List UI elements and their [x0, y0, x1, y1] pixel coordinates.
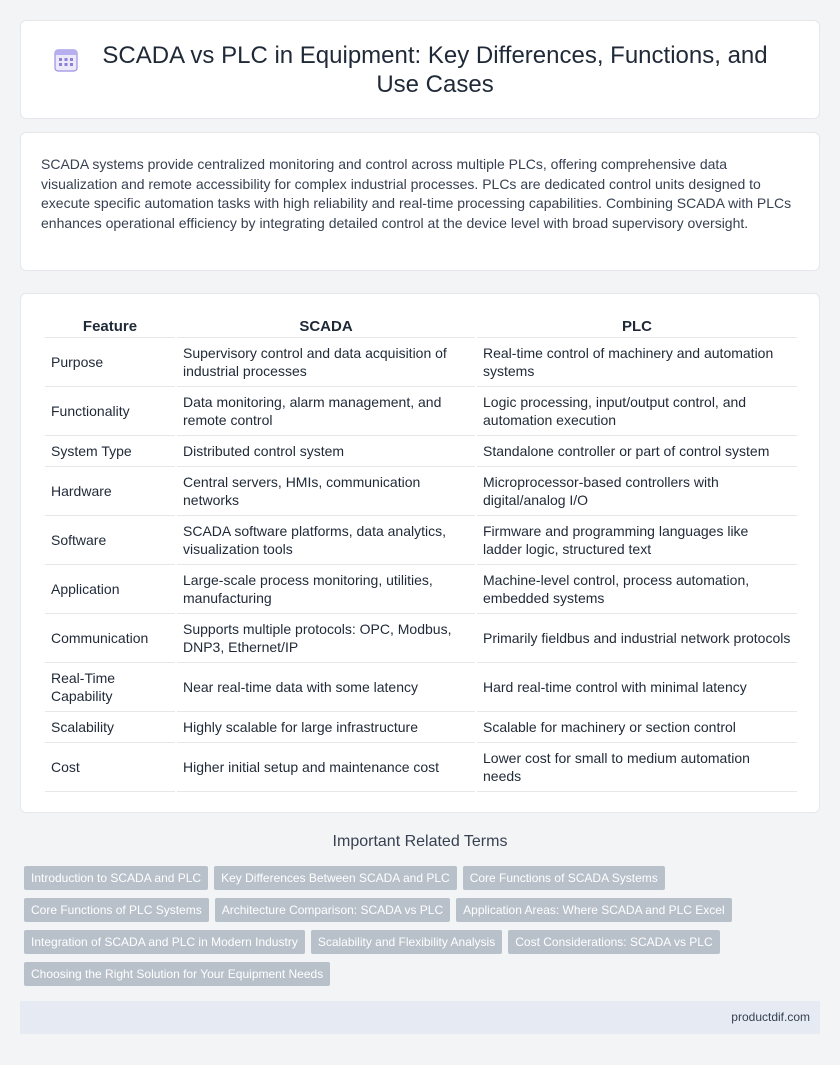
table-row — [45, 338, 797, 387]
intro-text: SCADA systems provide centralized monitoring and control across multiple PLCs, offering comprehensive data visualization and remote accessibility for complex industrial processes. PLCs are dedicated control units designed to execute specific automation tasks with high reliability and real-time processing capabilities. Combining SCADA with PLCs enhances operational efficiency by integrating detailed control at the device level with broad supervisory oversight. — [41, 156, 792, 231]
related-term-tag[interactable]: Application Areas: Where SCADA and PLC Excel — [456, 898, 731, 922]
table-header-row — [45, 314, 797, 338]
related-term-tag[interactable]: Scalability and Flexibility Analysis — [311, 930, 502, 954]
column-header-scada: SCADA — [177, 314, 475, 338]
plc-cell: Lower cost for small to medium automation needs — [477, 743, 797, 792]
related-term-tag[interactable]: Core Functions of SCADA Systems — [463, 866, 665, 890]
feature-cell: Purpose — [45, 338, 175, 387]
feature-cell: Software — [45, 516, 175, 565]
feature-cell: Scalability — [45, 712, 175, 743]
table-row — [45, 614, 797, 663]
related-term-tag[interactable]: Integration of SCADA and PLC in Modern Industry — [24, 930, 305, 954]
intro-card — [20, 132, 820, 271]
scada-cell: SCADA software platforms, data analytics, visualization tools — [177, 516, 475, 565]
related-terms-title: Important Related Terms — [332, 833, 508, 850]
plc-cell: Standalone controller or part of control system — [477, 436, 797, 467]
plc-cell: Hard real-time control with minimal latency — [477, 663, 797, 712]
related-term-tag[interactable]: Introduction to SCADA and PLC — [24, 866, 208, 890]
plc-cell: Scalable for machinery or section control — [477, 712, 797, 743]
comparison-table — [43, 314, 799, 792]
comparison-table-card — [20, 293, 820, 813]
table-row — [45, 743, 797, 792]
page-title: SCADA vs PLC in Equipment: Key Differences, Functions, and Use Cases — [102, 41, 768, 98]
feature-cell: Hardware — [45, 467, 175, 516]
plc-cell: Real-time control of machinery and automation systems — [477, 338, 797, 387]
plc-cell: Logic processing, input/output control, and automation execution — [477, 387, 797, 436]
table-row — [45, 467, 797, 516]
feature-cell: System Type — [45, 436, 175, 467]
column-header-plc: PLC — [477, 314, 797, 338]
table-row — [45, 387, 797, 436]
table-row — [45, 436, 797, 467]
related-term-tag[interactable]: Choosing the Right Solution for Your Equipment Needs — [24, 962, 330, 986]
related-term-tag[interactable]: Architecture Comparison: SCADA vs PLC — [215, 898, 450, 922]
plc-cell: Machine-level control, process automation, embedded systems — [477, 565, 797, 614]
scada-cell: Near real-time data with some latency — [177, 663, 475, 712]
footer-site-link[interactable]: productdif.com — [731, 1010, 810, 1024]
calendar-grid-icon — [53, 47, 79, 73]
related-term-tag[interactable]: Key Differences Between SCADA and PLC — [214, 866, 457, 890]
plc-cell: Firmware and programming languages like ladder logic, structured text — [477, 516, 797, 565]
table-row — [45, 712, 797, 743]
scada-cell: Higher initial setup and maintenance cost — [177, 743, 475, 792]
header-card — [20, 20, 820, 119]
feature-cell: Functionality — [45, 387, 175, 436]
table-row — [45, 565, 797, 614]
table-row — [45, 516, 797, 565]
plc-cell: Microprocessor-based controllers with digital/analog I/O — [477, 467, 797, 516]
feature-cell: Real-Time Capability — [45, 663, 175, 712]
footer — [20, 1001, 820, 1034]
scada-cell: Data monitoring, alarm management, and remote control — [177, 387, 475, 436]
feature-cell: Application — [45, 565, 175, 614]
related-term-tag[interactable]: Cost Considerations: SCADA vs PLC — [508, 930, 719, 954]
table-row — [45, 663, 797, 712]
scada-cell: Large-scale process monitoring, utilities, manufacturing — [177, 565, 475, 614]
related-terms-tags — [24, 866, 824, 994]
plc-cell: Primarily fieldbus and industrial network protocols — [477, 614, 797, 663]
scada-cell: Highly scalable for large infrastructure — [177, 712, 475, 743]
scada-cell: Distributed control system — [177, 436, 475, 467]
feature-cell: Cost — [45, 743, 175, 792]
column-header-feature: Feature — [45, 314, 175, 338]
related-term-tag[interactable]: Core Functions of PLC Systems — [24, 898, 209, 922]
feature-cell: Communication — [45, 614, 175, 663]
scada-cell: Supervisory control and data acquisition of industrial processes — [177, 338, 475, 387]
scada-cell: Central servers, HMIs, communication networks — [177, 467, 475, 516]
scada-cell: Supports multiple protocols: OPC, Modbus, DNP3, Ethernet/IP — [177, 614, 475, 663]
